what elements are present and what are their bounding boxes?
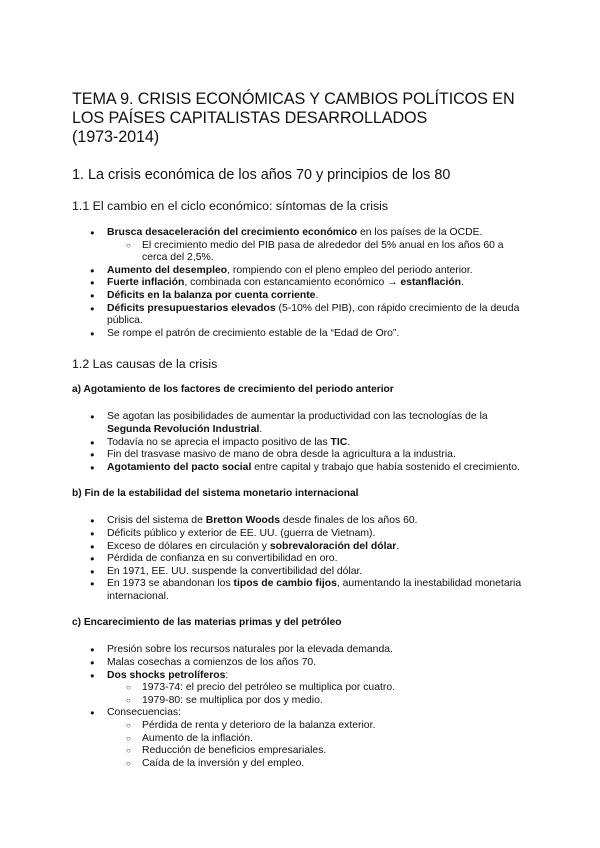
text: Crisis del sistema de — [107, 515, 206, 527]
bold-text: Déficits en la balanza por cuenta corriente — [107, 289, 316, 301]
cause-a-heading: a) Agotamiento de los factores de crecimiento del periodo anterior — [72, 384, 394, 396]
list-item: ● Pérdida de confianza en su convertibilidad en oro. — [72, 553, 528, 566]
sub-list-item: ○ El crecimiento medio del PIB pasa de alrededor del 5% anual en los años 60 a cerca del 2,5%. — [107, 240, 528, 265]
sub-list-item: ○ Reducción de beneficios empresariales. — [107, 745, 528, 758]
list-item — [72, 411, 528, 436]
sub-list — [107, 682, 528, 707]
title-line-2: LOS PAÍSES CAPITALISTAS DESARROLLADOS — [72, 109, 428, 127]
text: . — [396, 540, 400, 552]
list-item — [72, 303, 528, 328]
title-line-1: TEMA 9. CRISIS ECONÓMICAS Y CAMBIOS POLÍTICOS EN — [72, 90, 515, 108]
list-item: ● Fin del trasvase masivo de mano de obra desde la agricultura a la industria. — [72, 449, 528, 462]
subsection-1-2-heading: 1.2 Las causas de la crisis — [72, 357, 218, 372]
cause-c-list — [72, 644, 528, 770]
bold-text: estanflación — [400, 277, 462, 289]
text: , combinada con estancamiento económico → — [184, 277, 401, 289]
cause-b-list — [72, 515, 528, 603]
text: , rompiendo con el pleno empleo del periodo anterior. — [227, 264, 473, 276]
text: En 1973 se abandonan los — [107, 578, 234, 590]
text: , aumentando la inestabilidad monetaria internacional. — [107, 578, 522, 602]
text: : — [225, 669, 229, 681]
text: desde finales de los años 60. — [280, 515, 418, 527]
document-title — [72, 90, 528, 147]
bold-text: Bretton Woods — [205, 515, 281, 527]
bold-text: Déficits presupuestarios elevados — [107, 302, 276, 314]
cause-a-list — [72, 411, 528, 474]
text: . — [259, 423, 263, 435]
sub-list — [107, 720, 528, 770]
cause-c-heading: c) Encarecimiento de las materias primas y del petróleo — [72, 617, 342, 629]
sub-list-item: ○ Pérdida de renta y deterioro de la balanza exterior. — [107, 720, 528, 733]
sub-list-item: ○ 1973-74: el precio del petróleo se multiplica por cuatro. — [107, 682, 528, 695]
list-item: ● Presión sobre los recursos naturales por la elevada demanda. — [72, 644, 528, 657]
list-item — [72, 277, 528, 290]
list-item — [72, 541, 528, 554]
list-item — [72, 265, 528, 278]
text: . — [347, 436, 351, 448]
list-item: ● Déficits público y exterior de EE. UU. (guerra de Vietnam). — [72, 528, 528, 541]
text: entre capital y trabajo que había sostenido el crecimiento. — [251, 461, 520, 473]
sub-list-item: ○ Caída de la inversión y del empleo. — [107, 758, 528, 771]
bold-text: Fuerte inflación — [107, 277, 185, 289]
text: Se agotan las posibilidades de aumentar la productividad con las tecnologías de la — [107, 411, 488, 423]
sub-list-item: ○ 1979-80: se multiplica por dos y medio. — [107, 695, 528, 708]
text: . — [315, 289, 319, 301]
list-item — [72, 578, 528, 603]
bold-text: Agotamiento del pacto social — [107, 461, 252, 473]
bold-text: sobrevaloración del dólar — [269, 540, 397, 552]
sub-list — [107, 240, 528, 265]
title-line-3: (1973-2014) — [72, 128, 160, 146]
document-page — [72, 90, 528, 770]
text: Todavía no se aprecia el impacto positivo de las — [107, 436, 331, 448]
list-item — [72, 462, 528, 475]
list-item: ● En 1971, EE. UU. suspende la convertibilidad del dólar. — [72, 566, 528, 579]
sub-list-item: ○ Aumento de la inflación. — [107, 733, 528, 746]
text: en los países de la OCDE. — [357, 227, 483, 238]
list-item — [72, 515, 528, 528]
list-item: ● Se rompe el patrón de crecimiento estable de la “Edad de Oro”. — [72, 328, 528, 341]
bold-text: TIC — [330, 436, 348, 448]
text: Exceso de dólares en circulación y — [107, 540, 270, 552]
symptoms-list — [72, 227, 528, 340]
bold-text: Dos shocks petrolíferos — [107, 669, 226, 681]
list-item: ● Malas cosechas a comienzos de los años 70. — [72, 657, 528, 670]
subsection-1-1-heading: 1.1 El cambio en el ciclo económico: síntomas de la crisis — [72, 199, 389, 213]
section-1-heading: 1. La crisis económica de los años 70 y principios de los 80 — [72, 167, 451, 183]
list-item — [72, 227, 528, 265]
cause-b-heading: b) Fin de la estabilidad del sistema monetario internacional — [72, 488, 359, 500]
text: . — [461, 277, 464, 289]
text: Consecuencias: — [107, 707, 181, 719]
text: (5-10% del PIB), con rápido crecimiento de la deuda pública. — [107, 302, 520, 327]
bold-text: Aumento del desempleo — [107, 264, 228, 276]
list-item — [72, 290, 528, 303]
list-item — [72, 437, 528, 450]
list-item — [72, 670, 528, 708]
list-item — [72, 707, 528, 770]
bold-text: Segunda Revolución Industrial — [107, 423, 260, 435]
bold-text: tipos de cambio fijos — [233, 578, 337, 590]
bold-text: Brusca desaceleración del crecimiento económico — [107, 227, 358, 238]
